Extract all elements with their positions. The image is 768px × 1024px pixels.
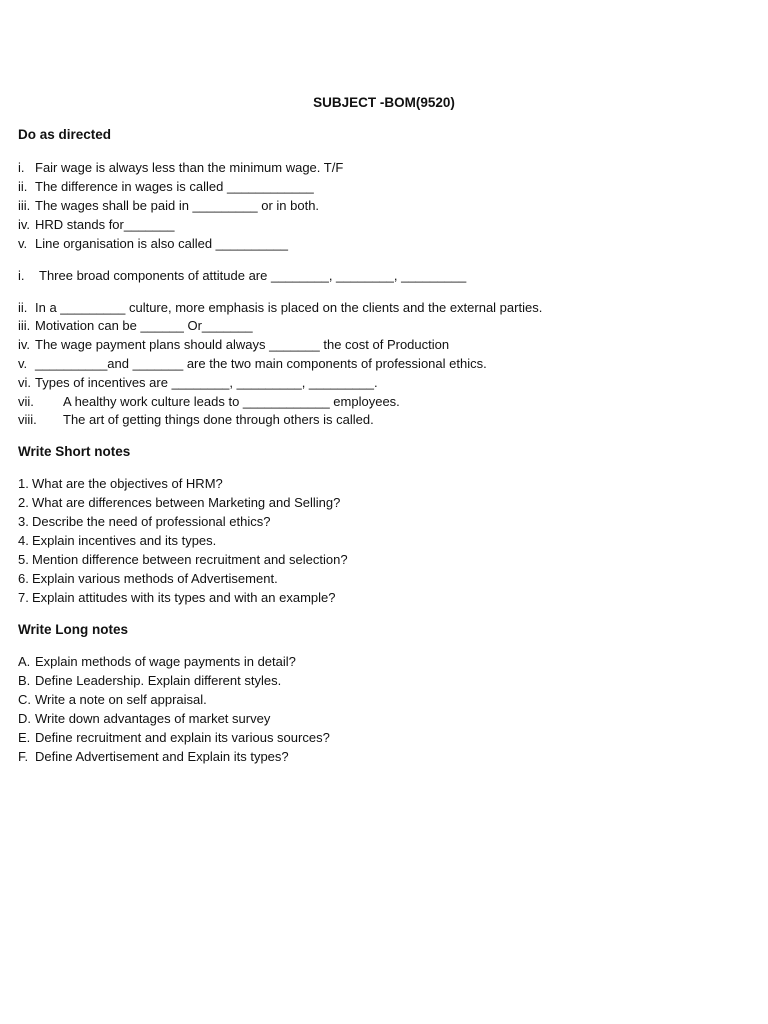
question-item	[18, 394, 400, 409]
item-text: Describe the need of professional ethics?	[32, 514, 271, 529]
item-text: The art of getting things done through others is called.	[63, 412, 374, 427]
list-item	[18, 590, 336, 605]
item-number: viii.	[18, 412, 37, 427]
item-text: In a _________ culture, more emphasis is placed on the clients and the external parties.	[35, 300, 543, 315]
item-number: 2.	[18, 495, 29, 510]
item-text: What are the objectives of HRM?	[32, 476, 223, 491]
item-number: v.	[18, 356, 28, 371]
item-text: HRD stands for_______	[35, 217, 175, 232]
item-number: F.	[18, 749, 29, 764]
item-number: ii.	[18, 179, 28, 194]
item-text: Fair wage is always less than the minimum wage. T/F	[35, 160, 344, 175]
item-text: Write down advantages of market survey	[35, 711, 271, 726]
item-text: Line organisation is also called __________	[35, 236, 288, 251]
item-text: Define Leadership. Explain different styles.	[35, 673, 282, 688]
list-item	[18, 495, 340, 510]
question-item	[18, 318, 253, 333]
item-number: i.	[18, 160, 25, 175]
item-number: 6.	[18, 571, 29, 586]
item-number: vi.	[18, 375, 31, 390]
list-item	[18, 571, 278, 586]
list-item	[18, 749, 289, 764]
item-text: Explain various methods of Advertisement.	[32, 571, 278, 586]
item-number: iv.	[18, 217, 31, 232]
item-text: Three broad components of attitude are ________, ________, _________	[39, 268, 467, 283]
item-number: iii.	[18, 318, 31, 333]
page-title: SUBJECT -BOM(9520)	[313, 95, 455, 110]
item-text: Explain incentives and its types.	[32, 533, 217, 548]
question-item	[18, 268, 466, 283]
question-item	[18, 375, 378, 390]
question-item	[18, 300, 542, 315]
section-heading-long-notes: Write Long notes	[18, 622, 128, 637]
list-item	[18, 692, 207, 707]
item-text: Define Advertisement and Explain its types?	[35, 749, 289, 764]
question-item	[18, 337, 449, 352]
item-number: v.	[18, 236, 28, 251]
list-item	[18, 552, 348, 567]
question-item	[18, 356, 487, 371]
item-text: Define recruitment and explain its various sources?	[35, 730, 330, 745]
item-number: i.	[18, 268, 25, 283]
item-number: 1.	[18, 476, 29, 491]
question-item	[18, 412, 374, 427]
item-number: ii.	[18, 300, 28, 315]
section-heading-do-as-directed: Do as directed	[18, 127, 112, 142]
item-text: Mention difference between recruitment and selection?	[32, 552, 348, 567]
list-item	[18, 654, 296, 669]
list-item	[18, 514, 270, 529]
item-text: The wages shall be paid in _________ or in both.	[35, 198, 320, 213]
item-number: iii.	[18, 198, 31, 213]
item-text: __________and _______ are the two main components of professional ethics.	[35, 356, 487, 371]
question-item	[18, 236, 288, 251]
item-text: What are differences between Marketing and Selling?	[32, 495, 341, 510]
item-text: Explain methods of wage payments in detail?	[35, 654, 296, 669]
question-item	[18, 217, 174, 232]
question-item	[18, 160, 343, 175]
item-number: A.	[18, 654, 31, 669]
item-text: Motivation can be ______ Or_______	[35, 318, 253, 333]
item-text: The wage payment plans should always _______ the cost of Production	[35, 337, 450, 352]
list-item	[18, 533, 216, 548]
item-text: Explain attitudes with its types and with an example?	[32, 590, 336, 605]
item-number: B.	[18, 673, 31, 688]
item-number: 3.	[18, 514, 29, 529]
item-number: vii.	[18, 394, 34, 409]
item-number: 4.	[18, 533, 29, 548]
item-number: E.	[18, 730, 31, 745]
item-text: Types of incentives are ________, _________, _________.	[35, 375, 378, 390]
item-number: C.	[18, 692, 31, 707]
item-number: D.	[18, 711, 31, 726]
list-item	[18, 673, 281, 688]
section-heading-short-notes: Write Short notes	[18, 444, 131, 459]
item-text: The difference in wages is called ____________	[35, 179, 314, 194]
list-item	[18, 476, 223, 491]
question-item	[18, 198, 319, 213]
question-item	[18, 179, 314, 194]
item-text: A healthy work culture leads to ____________ employees.	[63, 394, 400, 409]
item-number: 5.	[18, 552, 29, 567]
item-text: Write a note on self appraisal.	[35, 692, 207, 707]
list-item	[18, 730, 330, 745]
item-number: iv.	[18, 337, 31, 352]
item-number: 7.	[18, 590, 29, 605]
list-item	[18, 711, 270, 726]
